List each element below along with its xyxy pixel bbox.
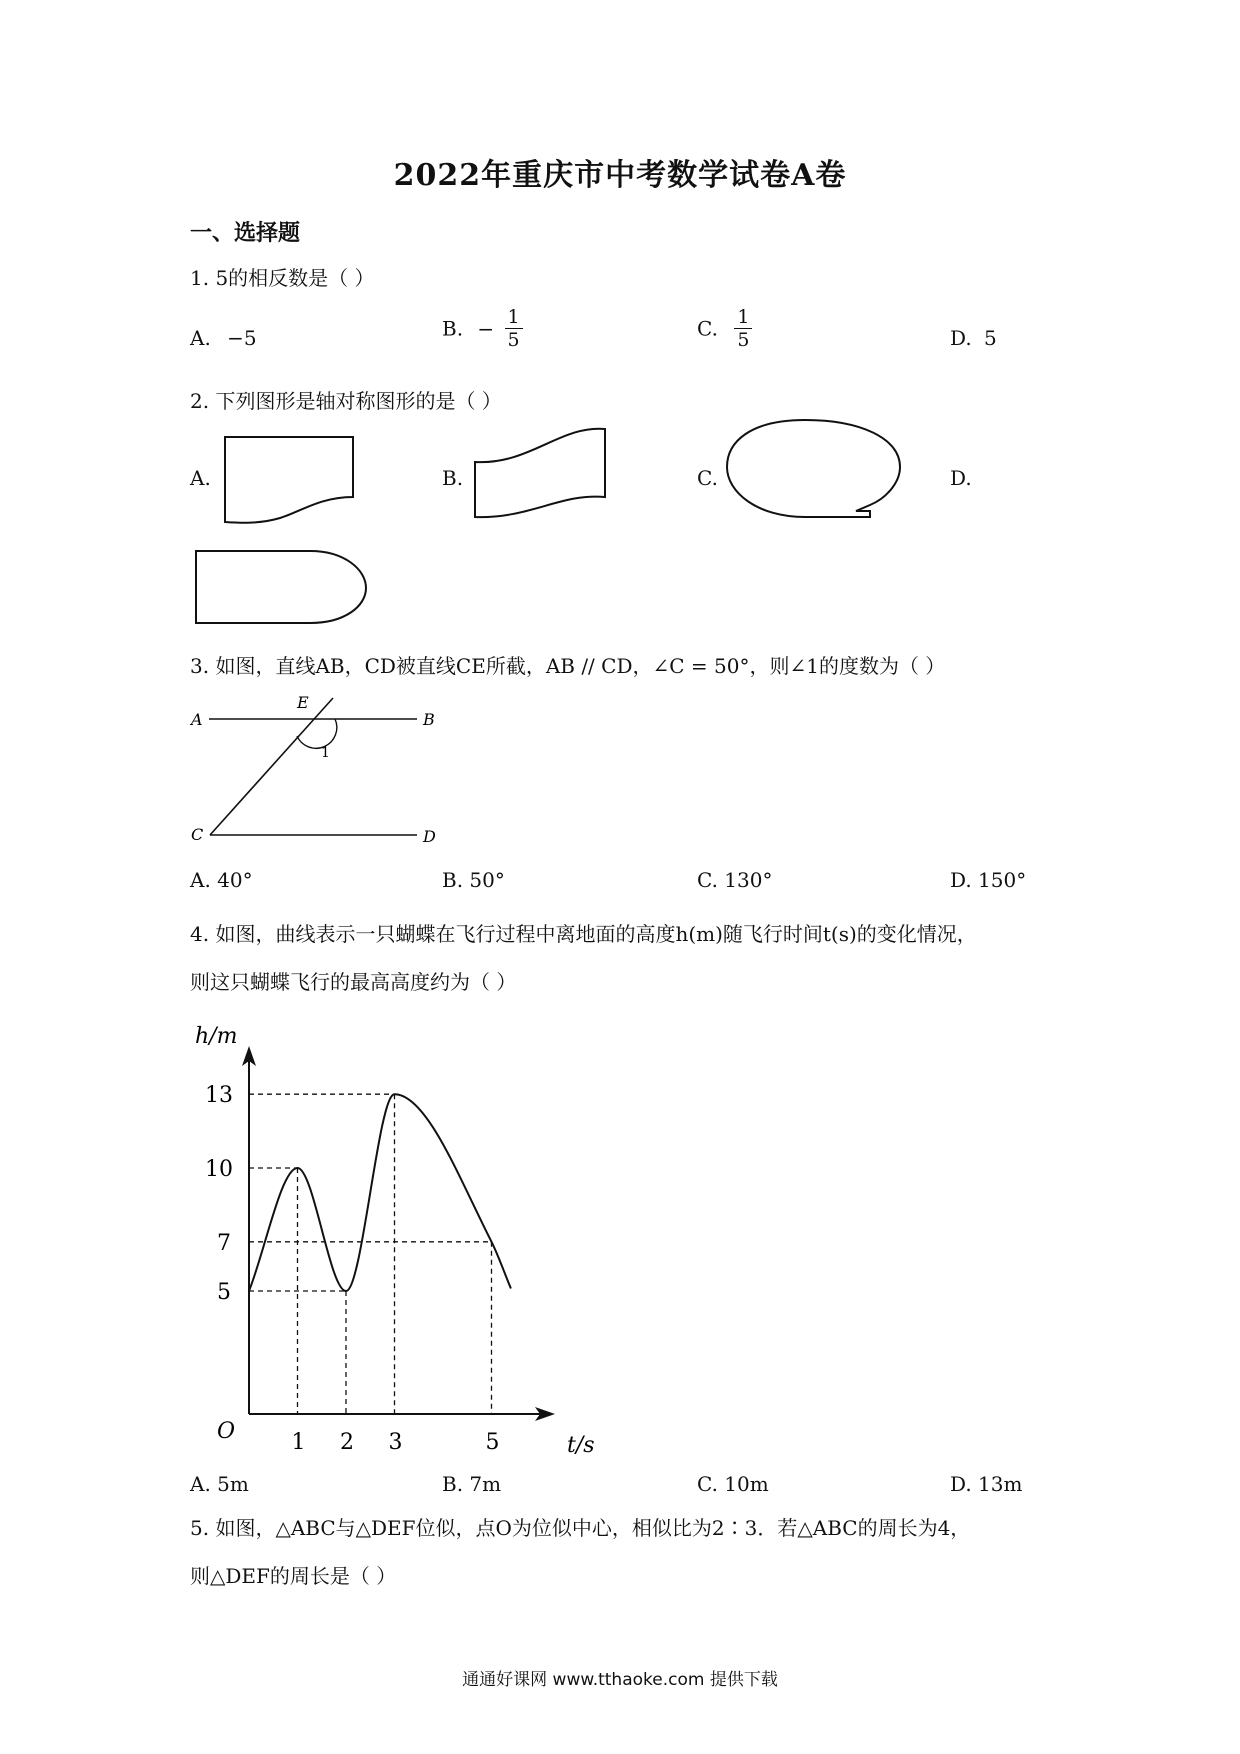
q3-option-a[interactable]: A. 40° <box>190 868 253 892</box>
q1-option-a-label: A. <box>190 326 211 350</box>
question-4-stem-line-1: 4. 如图，曲线表示一只蝴蝶在飞行过程中离地面的高度h(m)随飞行时间t(s)的变化情况， <box>190 922 977 946</box>
q2-option-d-label[interactable]: D. <box>950 466 972 490</box>
q4-option-c[interactable]: C. 10m <box>697 1472 769 1496</box>
q1-option-b-label: B. <box>442 316 464 341</box>
origin-label: O <box>217 1419 236 1444</box>
q1-option-d-label: D. <box>950 326 972 350</box>
footer-credit: 通通好课网 www.tthaoke.com 提供下载 <box>462 1670 778 1690</box>
q2-shape-d <box>196 551 366 623</box>
q1-option-c-denominator: 5 <box>737 329 750 351</box>
y-axis-label: h/m <box>195 1024 238 1049</box>
y-tick-label: 10 <box>205 1157 233 1182</box>
q3-figure <box>185 690 445 855</box>
q1-option-c[interactable] <box>697 306 752 351</box>
page-title: 2022年重庆市中考数学试卷A卷 <box>393 158 847 193</box>
q4-option-d[interactable]: D. 13m <box>950 1472 1023 1496</box>
label-b: B <box>423 710 435 729</box>
angle-1-arc <box>297 719 337 748</box>
question-4-stem-line-2: 则这只蝴蝶飞行的最高高度约为（ ） <box>190 970 517 994</box>
q2-option-c-label[interactable]: C. <box>697 466 718 490</box>
q3-option-c[interactable]: C. 130° <box>697 868 773 892</box>
section-title: 一、选择题 <box>190 220 301 246</box>
x-tick-label: 2 <box>340 1430 354 1455</box>
q2-shape-c <box>727 420 900 517</box>
q1-option-b[interactable] <box>442 306 523 351</box>
q4-option-a[interactable]: A. 5m <box>190 1472 249 1496</box>
x-tick-label: 5 <box>485 1430 500 1455</box>
q4-chart <box>185 1010 605 1455</box>
q1-option-c-numerator: 1 <box>734 306 752 329</box>
label-d: D <box>423 827 436 846</box>
q2-shape-a <box>225 437 353 523</box>
q1-option-b-numerator: 1 <box>505 306 523 329</box>
x-axis-label: t/s <box>567 1433 595 1455</box>
q4-option-b[interactable]: B. 7m <box>442 1472 502 1496</box>
q3-option-b[interactable]: B. 50° <box>442 868 505 892</box>
label-c: C <box>191 825 204 844</box>
y-tick-label: 13 <box>205 1083 233 1109</box>
q1-option-b-denominator: 5 <box>507 329 520 351</box>
q1-option-b-sign: − <box>477 316 495 341</box>
q1-option-d-value: 5 <box>984 326 997 350</box>
question-5-stem-line-2: 则△DEF的周长是（ ） <box>190 1564 397 1588</box>
q1-option-a[interactable] <box>190 326 257 350</box>
q2-shape-b <box>475 429 605 517</box>
label-a: A <box>191 710 203 729</box>
q2-option-a-label[interactable]: A. <box>190 466 211 490</box>
question-5-stem-line-1: 5. 如图，△ABC与△DEF位似，点O为位似中心，相似比为2∶3．若△ABC的周长为4， <box>190 1516 971 1540</box>
question-3-stem: 3. 如图，直线AB，CD被直线CE所截，AB // CD，∠C = 50°，则∠1的度数为（ ） <box>190 654 946 678</box>
q1-option-d[interactable] <box>950 326 997 350</box>
q2-option-b-label[interactable]: B. <box>442 466 464 490</box>
q1-option-c-fraction <box>734 306 752 351</box>
x-tick-label: 1 <box>291 1430 306 1455</box>
q3-option-d[interactable]: D. 150° <box>950 868 1027 892</box>
q1-option-c-label: C. <box>697 316 718 341</box>
y-tick-label: 7 <box>217 1230 231 1256</box>
question-2-stem: 2. 下列图形是轴对称图形的是（ ） <box>190 389 502 413</box>
question-1-stem: 1. 5的相反数是（ ） <box>190 266 375 290</box>
q1-option-a-value: −5 <box>227 326 257 350</box>
y-tick-label: 5 <box>217 1280 231 1305</box>
label-angle-1: 1 <box>321 745 330 761</box>
x-tick-label: 3 <box>388 1430 403 1455</box>
height-curve <box>249 1094 511 1291</box>
q1-option-b-fraction <box>505 306 523 351</box>
label-e: E <box>297 693 309 712</box>
